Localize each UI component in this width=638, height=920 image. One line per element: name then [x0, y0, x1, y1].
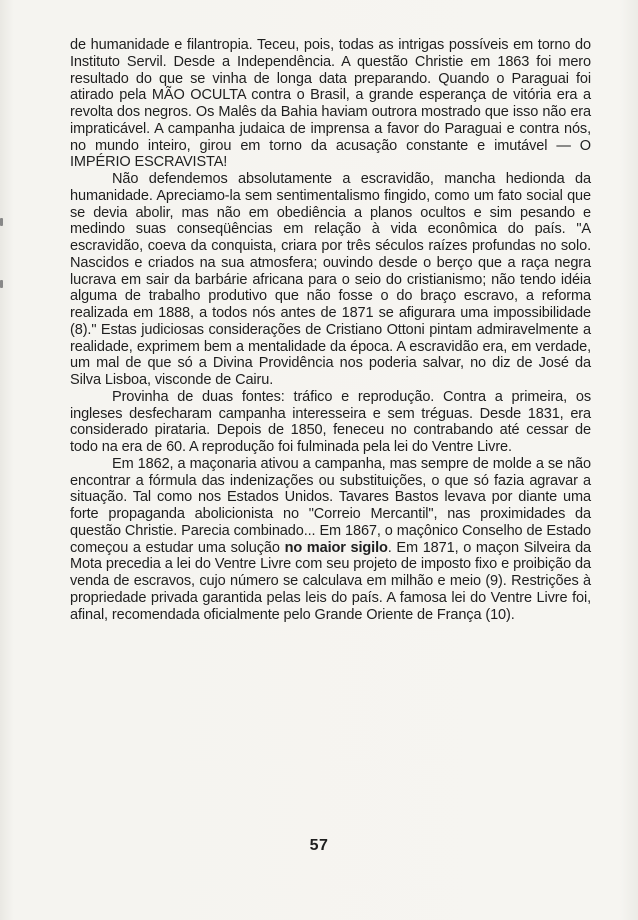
bold-phrase: no maior sigilo: [284, 539, 388, 556]
page-edge-mark: [0, 280, 3, 288]
page-edge-mark: [0, 218, 3, 226]
paragraph-text: Provinha de duas fontes: tráfico e reprodução. Contra a primeira, os ingleses desfecharam campanha interesseira e sem tréguas. Desde 1831, era considerado pirataria. Depois de 1850, feneceu no contrabando até cessar de todo na era de 60. A reprodução foi fulminada pela lei do Ventre Livre.: [70, 388, 591, 455]
page-number: 57: [309, 837, 329, 854]
paragraph: [70, 456, 591, 624]
body-text: [70, 37, 591, 623]
paragraph-text: Em 1862, a maçonaria ativou a campanha, mas sempre de molde a se não encontrar a fórmula das indenizações ou substituições, o que só fazia agravar a situação. Tal como nos Estados Unidos. Tavares Bastos levava por diante uma forte propaganda abolicionista no "Correio Mercantil", nas proximidades da questão Christie. Parecia combinado... Em 1867, o maçônico Conselho de Estado começou a estudar uma solução: [70, 455, 591, 556]
paragraph: [70, 389, 591, 456]
paragraph-text: . Em 1871, o maçon Silveira da Mota precedia a lei do Ventre Livre com seu projeto de imposto fixo e proibição da venda de escravos, cujo número se calculava em milhão e meio (9). Restrições à propriedade privada garantida pelas leis do país. A famosa lei do Ventre Livre foi, afinal, recomendada oficialmente pelo Grande Oriente de França (10).: [70, 539, 592, 623]
paragraph: [70, 37, 591, 171]
paragraph: [70, 171, 591, 389]
paragraph-text: de humanidade e filantropia. Teceu, pois, todas as intrigas possíveis em torno do Instituto Servil. Desde a Independência. A questão Christie em 1863 foi mero resultado do que se vinha de longa data preparando. Quando o Paraguai foi atirado pela MÃO OCULTA contra o Brasil, a grande esperança de vitória era a revolta dos negros. Os Malês da Bahia haviam outrora mostrado que isso não era impraticável. A campanha judaica de imprensa a favor do Paraguai e contra nós, no mundo inteiro, girou em torno da acusação constante e imutável — O IMPÉRIO ESCRAVISTA!: [70, 37, 591, 171]
paragraph-text: Não defendemos absolutamente a escravidão, mancha hedionda da humanidade. Apreciamo-la sem sentimentalismo fingido, como um fato social que se devia abolir, mas não em obediência a planos ocultos e sim pesando e medindo suas conseqüências em relação à vida econômica do país. "A escravidão, coeva da conquista, criara por três séculos raízes profundas no solo. Nascidos e criados na sua atmosfera; ouvindo desde o berço que a raça negra lucrava em sair da barbárie africana para o seio do cristianismo; não tendo idéia alguma de trabalho produtivo que não fosse o do braço escravo, a reforma realizada em 1888, a todos nós antes de 1871 se afigurara uma impossibilidade (8)." Estas judiciosas considerações de Cristiano Ottoni pintam admiravelmente a realidade, exprimem bem a mentalidade da época. A escravidão era, em verdade, um mal de que só a Divina Providência nos poderia salvar, no diz de José da Silva Lisboa, visconde de Cairu.: [70, 171, 591, 388]
